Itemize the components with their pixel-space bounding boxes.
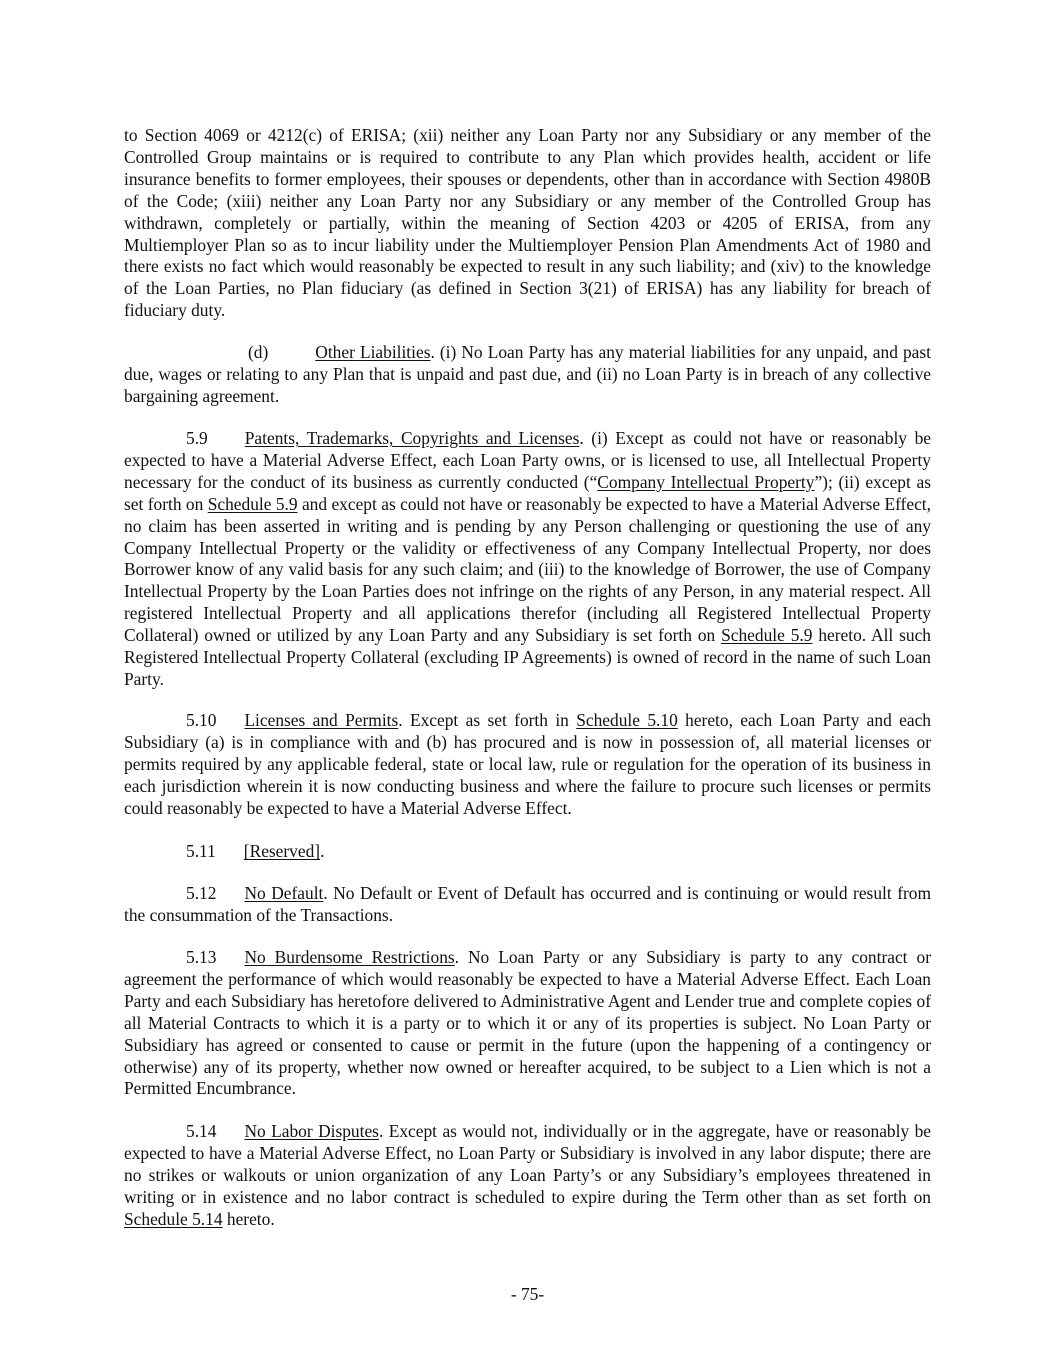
paragraph-erisa-continued bbox=[124, 125, 931, 322]
schedule-reference: Schedule 5.14 bbox=[124, 1208, 223, 1229]
section-number: 5.12 bbox=[186, 883, 217, 903]
paragraph-text: hereto, each Loan Party and each Subsidiary (a) is in compliance with and (b) has procured and is now in possession of, all material licenses or permits required by any applicable federal, state or local law, rule or regulation for the operation of its business in each jurisdiction wherein it is now conducting business and where the failure to procure such licenses or permits could reasonably be expected to have a Material Adverse Effect. bbox=[124, 710, 931, 818]
section-number: 5.11 bbox=[186, 841, 216, 861]
section-number: 5.14 bbox=[186, 1121, 217, 1141]
section-5-11 bbox=[124, 841, 931, 863]
section-title: Licenses and Permits bbox=[244, 710, 399, 730]
paragraph-text: . Except as would not, individually or in the aggregate, have or reasonably be expected to have a Material Adverse Effect, no Loan Party or Subsidiary is involved in any labor dispute; there are no strikes or walkouts or union organization of any Loan Party’s or any Subsidiary’s employees threatened in writing or in existence and no labor contract is scheduled to expire during the Term other than as set forth on bbox=[124, 1121, 932, 1207]
section-5-12 bbox=[124, 883, 931, 927]
section-number: 5.9 bbox=[186, 428, 208, 448]
subsection-title: Other Liabilities bbox=[315, 342, 431, 362]
section-5-14 bbox=[124, 1121, 931, 1231]
paragraph-text: . No Default or Event of Default has occurred and is continuing or would result from the consummation of the Transactions. bbox=[124, 883, 932, 925]
paragraph-text: . bbox=[320, 841, 325, 861]
section-5-13 bbox=[124, 947, 931, 1100]
defined-term: Company Intellectual Property bbox=[597, 471, 815, 492]
paragraph-text: hereto. All such Registered Intellectual Property Collateral (excluding IP Agreements) is owned of record in the name of such Loan Party. bbox=[124, 625, 932, 689]
section-5-9 bbox=[124, 428, 931, 691]
paragraph-text: hereto. bbox=[222, 1208, 275, 1229]
section-title: No Labor Disputes bbox=[244, 1121, 379, 1141]
paragraph-text: . (i) Except as could not have or reasonably be expected to have a Material Adverse Effect, each Loan Party owns, or is licensed to use, all Intellectual Property necessary for the conduct of its business as currently conducted (“ bbox=[124, 428, 931, 492]
subsection-number: (d) bbox=[248, 342, 269, 362]
schedule-reference: Schedule 5.10 bbox=[576, 710, 678, 730]
paragraph-text: to Section 4069 or 4212(c) of ERISA; (xii) neither any Loan Party nor any Subsidiary or any member of the Controlled Group maintains or is required to contribute to any Plan which provides health, accident or life insurance benefits to former employees, their spouses or dependents, other than in accordance with Section 4980B of the Code; (xiii) neither any Loan Party nor any Subsidiary or any member of the Controlled Group has withdrawn, completely or partially, within the meaning of Section 4203 or 4205 of ERISA, from any Multiemployer Plan so as to incur liability under the Multiemployer Pension Plan Amendments Act of 1980 and there exists no fact which would reasonably be expected to result in any such liability; and (xiv) to the knowledge of the Loan Parties, no Plan fiduciary (as defined in Section 3(21) of ERISA) has any liability for breach of fiduciary duty. bbox=[124, 125, 931, 321]
section-title: No Burdensome Restrictions bbox=[244, 947, 455, 967]
page-number: - 75- bbox=[510, 1284, 545, 1304]
schedule-reference: Schedule 5.9 bbox=[721, 625, 813, 646]
schedule-reference: Schedule 5.9 bbox=[207, 493, 298, 514]
section-number: 5.13 bbox=[186, 947, 217, 967]
section-5-10 bbox=[124, 710, 931, 820]
section-number: 5.10 bbox=[186, 710, 217, 730]
section-title: Patents, Trademarks, Copyrights and Licenses bbox=[244, 428, 580, 448]
section-title: [Reserved] bbox=[243, 841, 321, 861]
paragraph-text: . Except as set forth in bbox=[398, 710, 577, 730]
section-title: No Default bbox=[244, 883, 324, 903]
paragraph-text: . (i) No Loan Party has any material liabilities for any unpaid, and past due, wages or relating to any Plan that is unpaid and past due, and (ii) no Loan Party is in breach of any collective bargaining agreement. bbox=[124, 342, 931, 406]
paragraph-text: ”); (ii) except as set forth on bbox=[124, 471, 931, 514]
paragraph-text: . No Loan Party or any Subsidiary is party to any contract or agreement the performance of which would reasonably be expected to have a Material Adverse Effect. Each Loan Party and each Subsidiary has heretofore delivered to Administrative Agent and Lender true and complete copies of all Material Contracts to which it is a party or to which it or any of its properties is subject. No Loan Party or Subsidiary has agreed or consented to cause or permit in the future (upon the happening of a contingency or otherwise) any of its property, whether now owned or hereafter acquired, to be subject to a Lien which is not a Permitted Encumbrance. bbox=[124, 947, 931, 1099]
paragraph-text: and except as could not have or reasonably be expected to have a Material Adverse Effect, no claim has been asserted in writing and is pending by any Person challenging or questioning the use of any Company Intellectual Property or the validity or effectiveness of any Company Intellectual Property, nor does Borrower know of any valid basis for any such claim; and (iii) to the knowledge of Borrower, the use of Company Intellectual Property by the Loan Parties does not infringe on the rights of any Person, in any material respect. All registered Intellectual Property and all applications therefor (including all Registered Intellectual Property Collateral) owned or utilized by any Loan Party and any Subsidiary is set forth on bbox=[124, 493, 931, 646]
paragraph-other-liabilities bbox=[124, 342, 931, 408]
